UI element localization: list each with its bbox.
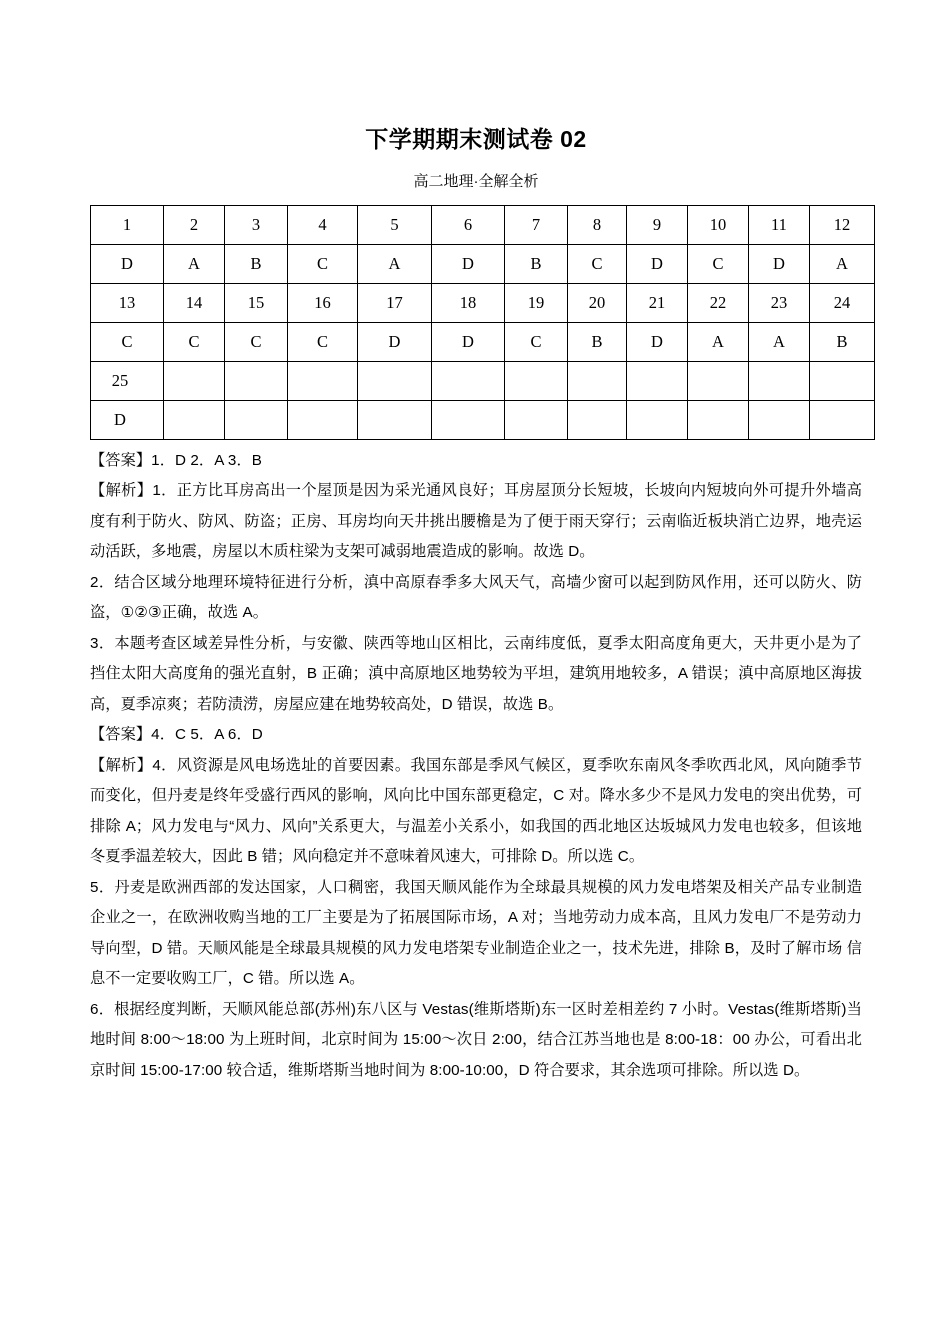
table-cell: 20: [568, 283, 627, 322]
table-cell: [358, 400, 432, 439]
table-cell: 10: [688, 205, 749, 244]
table-cell: C: [164, 322, 225, 361]
table-row: [91, 205, 875, 244]
table-cell: [225, 400, 288, 439]
table-cell: [288, 400, 358, 439]
table-cell: 18: [432, 283, 505, 322]
explanations-section: [90, 440, 862, 1087]
table-cell: A: [358, 244, 432, 283]
table-cell: C: [91, 322, 164, 361]
table-cell: 22: [688, 283, 749, 322]
table-cell: 8: [568, 205, 627, 244]
table-cell: [568, 361, 627, 400]
table-cell: D: [432, 322, 505, 361]
answer-key-body: [91, 205, 875, 439]
table-cell: 13: [91, 283, 164, 322]
table-cell: 4: [288, 205, 358, 244]
table-cell: C: [288, 244, 358, 283]
table-cell: 6: [432, 205, 505, 244]
table-cell: 15: [225, 283, 288, 322]
answer-line-4-6: 【答案】4．C 5．A 6．D: [90, 726, 263, 744]
table-cell: [164, 400, 225, 439]
table-cell: A: [164, 244, 225, 283]
table-cell: D: [432, 244, 505, 283]
table-row: [91, 283, 875, 322]
table-cell: B: [568, 322, 627, 361]
table-cell: [688, 400, 749, 439]
table-cell: [288, 361, 358, 400]
table-cell: 16: [288, 283, 358, 322]
table-cell: [749, 400, 810, 439]
table-cell: [432, 361, 505, 400]
table-cell: 7: [505, 205, 568, 244]
table-cell: D: [91, 244, 164, 283]
table-cell: 3: [225, 205, 288, 244]
table-cell: 11: [749, 205, 810, 244]
table-cell: A: [688, 322, 749, 361]
table-cell: B: [810, 322, 875, 361]
table-cell: C: [568, 244, 627, 283]
table-cell: 12: [810, 205, 875, 244]
table-cell: D: [627, 244, 688, 283]
table-cell: 9: [627, 205, 688, 244]
table-cell: 5: [358, 205, 432, 244]
answer-line-1-3: 【答案】1．D 2．A 3．B: [90, 451, 262, 469]
analysis-paragraph-3: 3．本题考查区域差异性分析，与安徽、陕西等地山区相比，云南纬度低，夏季太阳高度角更大，天井更小是为了挡住太阳大高度角的强光直射，B 正确；滇中高原地区地势较为平坦，建筑用地较多，A 错误；滇中高原地区海拔高，夏季凉爽；若防渍涝，房屋应建在地势较高处，D 错误，故选 B。: [90, 634, 862, 713]
table-cell: 2: [164, 205, 225, 244]
table-cell: B: [505, 244, 568, 283]
table-cell: D: [627, 322, 688, 361]
table-cell: [568, 400, 627, 439]
answer-key-table: [90, 205, 875, 440]
page-title: 下学期期末测试卷 02: [365, 126, 587, 152]
table-row: [91, 244, 875, 283]
table-cell: [505, 361, 568, 400]
table-cell: C: [505, 322, 568, 361]
table-cell: 14: [164, 283, 225, 322]
table-cell: C: [288, 322, 358, 361]
table-cell: [505, 400, 568, 439]
analysis-paragraph-2: 2．结合区域分地理环境特征进行分析，滇中高原春季多大风天气，高墙少窗可以起到防风作用，还可以防火、防盗，①②③正确，故选 A。: [90, 573, 862, 622]
table-row: [91, 322, 875, 361]
page-content: [90, 0, 862, 1086]
table-cell: [810, 361, 875, 400]
table-cell: [432, 400, 505, 439]
analysis-paragraph-1: 【解析】1．正方比耳房高出一个屋顶是因为采光通风良好；耳房屋顶分长短坡，长坡向内短坡向外可提升外墙高度有利于防火、防风、防盗；正房、耳房均向天井挑出腰檐是为了便于雨天穿行；云南临近板块消亡边界，地壳运动活跃，多地震，房屋以木质柱梁为支架可减弱地震造成的影响。故选 D。: [90, 482, 862, 561]
table-cell: 21: [627, 283, 688, 322]
table-cell: 19: [505, 283, 568, 322]
table-cell: [358, 361, 432, 400]
page-subtitle: 高二地理·全解全析: [413, 172, 539, 190]
table-cell: A: [810, 244, 875, 283]
table-cell: 1: [91, 205, 164, 244]
table-cell: 23: [749, 283, 810, 322]
table-cell: [688, 361, 749, 400]
table-cell: [749, 361, 810, 400]
analysis-paragraph-6: 6．根据经度判断，天顺风能总部(苏州)东八区与 Vestas(维斯塔斯)东一区时差相差约 7 小时。Vestas(维斯塔斯)当地时间 8:00～18:00 为上班时间，北京时间为 15:00～次日 2:00，结合江苏当地也是 8:00-18：00 办公，可看出北京时间 15:00-17:00 较合适，维斯塔斯当地时间为 8:00-10:00，D 符合要求，其余选项可排除。所以选 D。: [90, 1000, 862, 1079]
table-row: [91, 361, 875, 400]
analysis-paragraph-5: 5．丹麦是欧洲西部的发达国家，人口稠密，我国天顺风能作为全球最具规模的风力发电塔架及相关产品专业制造企业之一，在欧洲收购当地的工厂主要是为了拓展国际市场，A 对；当地劳动力成本高，且风力发电厂不是劳动力导向型，D 错。天顺风能是全球最具规模的风力发电塔架专业制造企业之一，技术先进，排除 B，及时了解市场 信息不一定要收购工厂，C 错。所以选 A。: [90, 878, 862, 988]
table-cell: D: [91, 400, 164, 439]
table-cell: B: [225, 244, 288, 283]
table-cell: [627, 400, 688, 439]
table-cell: [627, 361, 688, 400]
table-cell: C: [225, 322, 288, 361]
table-cell: [225, 361, 288, 400]
analysis-paragraph-4: 【解析】4．风资源是风电场选址的首要因素。我国东部是季风气候区，夏季吹东南风冬季吹西北风，风向随季节而变化，但丹麦是终年受盛行西风的影响，风向比中国东部更稳定，C 对。降水多少不是风力发电的突出优势，可排除 A；风力发电与“风力、风向”关系更大，与温差小关系小，如我国的西北地区达坂城风力发电也较多，但该地冬夏季温差较大，因此 B 错；风向稳定并不意味着风速大，可排除 D。所以选 C。: [90, 756, 862, 866]
table-cell: [164, 361, 225, 400]
table-cell: A: [749, 322, 810, 361]
table-cell: [810, 400, 875, 439]
table-cell: D: [358, 322, 432, 361]
table-cell: 24: [810, 283, 875, 322]
table-cell: D: [749, 244, 810, 283]
table-cell: 25: [91, 361, 164, 400]
table-cell: C: [688, 244, 749, 283]
table-cell: 17: [358, 283, 432, 322]
table-row: [91, 400, 875, 439]
